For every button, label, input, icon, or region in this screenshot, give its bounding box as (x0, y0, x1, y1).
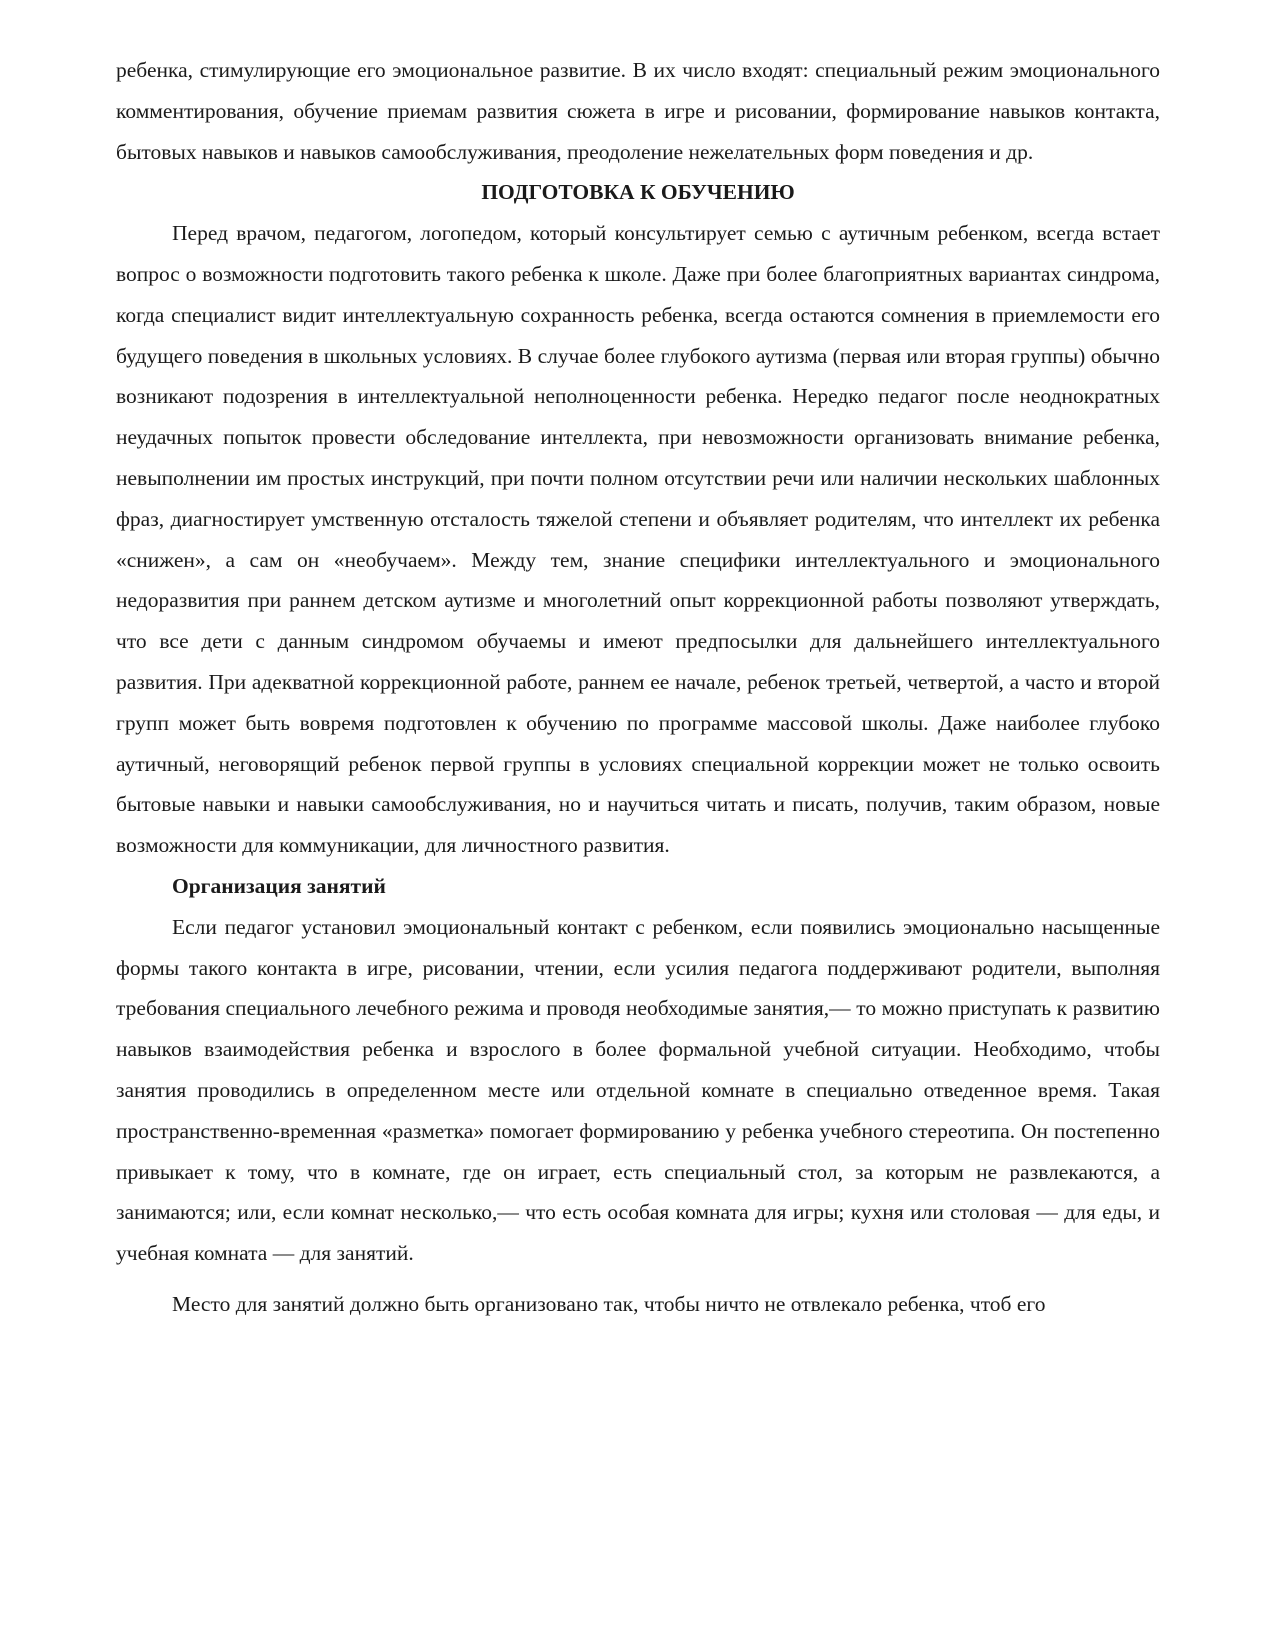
document-page (116, 50, 1160, 1325)
paragraph-organization: Если педагог установил эмоциональный контакт с ребенком, если появились эмоционально насыщенные формы такого контакта в игре, рисовании, чтении, если усилия педагога поддерживают родители, выполняя требования специального лечебного режима и проводя необходимые занятия,— то можно приступать к развитию навыков взаимодействия ребенка и взрослого в более формальной учебной ситуации. Необходимо, чтобы занятия проводились в определенном месте или отдельной комнате в специально отведенное время. Такая пространственно-временная «разметка» помогает формированию у ребенка учебного стереотипа. Он постепенно привыкает к тому, что в комнате, где он играет, есть специальный стол, за которым не развлекаются, а занимаются; или, если комнат несколько,— что есть особая комната для игры; кухня или столовая — для еды, и учебная комната — для занятий. (116, 914, 1160, 1266)
subsection-title: Организация занятий (172, 873, 386, 898)
paragraph-place: Место для занятий должно быть организовано так, чтобы ничто не отвлекало ребенка, чтоб его (172, 1291, 1046, 1316)
paragraph-preparation: Перед врачом, педагогом, логопедом, который консультирует семью с аутичным ребенком, всегда встает вопрос о возможности подготовить такого ребенка к школе. Даже при более благоприятных вариантах синдрома, когда специалист видит интеллектуальную сохранность ребенка, всегда остаются сомнения в приемлемости его будущего поведения в школьных условиях. В случае более глубокого аутизма (первая или вторая группы) обычно возникают подозрения в интеллектуальной неполноценности ребенка. Нередко педагог после неоднократных неудачных попыток провести обследование интеллекта, при невозможности организовать внимание ребенка, невыполнении им простых инструкций, при почти полном отсутствии речи или наличии нескольких шаблонных фраз, диагностирует умственную отсталость тяжелой степени и объявляет родителям, что интеллект их ребенка «снижен», а сам он «необучаем». Между тем, знание специфики интеллектуального и эмоционального недоразвития при раннем детском аутизме и многолетний опыт коррекционной работы позволяют утверждать, что все дети с данным синдромом обучаемы и имеют предпосылки для дальнейшего интеллектуального развития. При адекватной коррекционной работе, раннем ее начале, ребенок третьей, четвертой, а часто и второй групп может быть вовремя подготовлен к обучению по программе массовой школы. Даже наиболее глубоко аутичный, неговорящий ребенок первой группы в условиях специальной коррекции может не только освоить бытовые навыки и навыки самообслуживания, но и научиться читать и писать, получив, таким образом, новые возможности для коммуникации, для личностного развития. (116, 221, 1160, 858)
section-title: ПОДГОТОВКА К ОБУЧЕНИЮ (481, 180, 795, 205)
paragraph-continuation: ребенка, стимулирующие его эмоциональное развитие. В их число входят: специальный режим эмоционального комментирования, обучение приемам развития сюжета в игре и рисовании, формирование навыков контакта, бытовых навыков и навыков самообслуживания, преодоление нежелательных форм поведения и др. (116, 58, 1160, 164)
